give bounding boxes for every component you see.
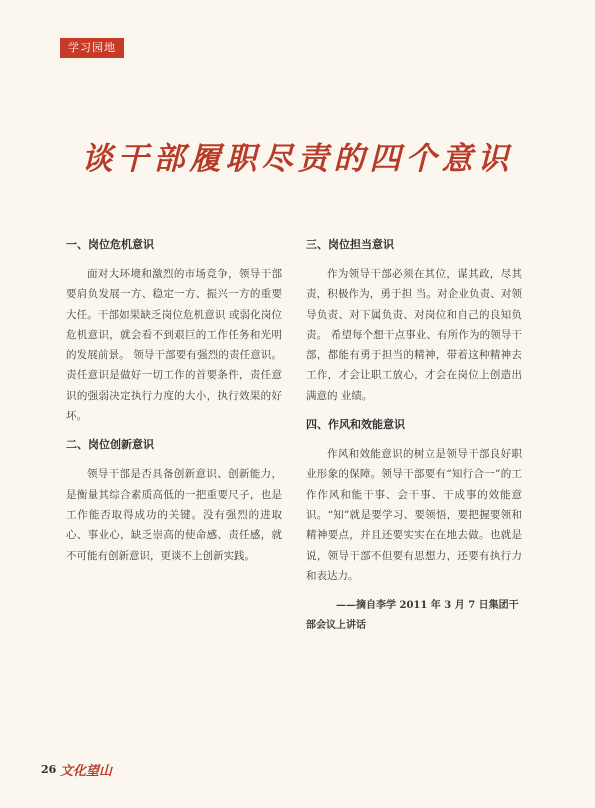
section-body: 作风和效能意识的树立是领导干部良好职业形象的保障。领导干部要有“知行合一”的工作作风和能干事、会干事、干成事的效能意识。“知”就是要学习、要领悟，要把握要领和精神要点，并且还要实实在在地去做。也就是说，领导干部不但要有思想力，还要有执行力和表达力。 xyxy=(306,448,522,582)
article-title: 谈干部履职尽责的四个意识 xyxy=(81,141,514,177)
section-heading: 四、作风和效能意识 xyxy=(306,418,405,432)
magazine-logo: 文化望山 xyxy=(60,764,113,779)
right-column xyxy=(306,236,522,636)
section-heading: 三、岗位担当意识 xyxy=(306,238,394,251)
page-number: 26 xyxy=(41,763,57,776)
section-body: 面对大环境和激烈的市场竞争，领导干部要肩负发展一方、稳定一方、振兴一方的重要大任。干部如果缺乏岗位危机意识 或弱化岗位危机意识，就会看不到艰巨的工作任务和光明的发展前景。 领导干部要有强烈的责任意识。责任意识是做好一切工作的首要条件，责任意识的强弱决定执行力度的大小，执行效果的好坏。 xyxy=(66,268,282,423)
section-tag: 学习园地 xyxy=(60,38,124,58)
section-body: 作为领导干部必须在其位，谋其政，尽其责，积极作为，勇于担 当。对企业负责、对领导负责、对下属负责、对岗位和自己的良知负责。 希望每个想干点事业、有所作为的领导干部，都能有勇于担当的精神，带着这种精神去工作，才会让职工放心，才会在岗位上创造出满意的 业绩。 xyxy=(306,268,522,402)
section-heading: 一、岗位危机意识 xyxy=(66,238,154,251)
source-attribution: ——摘自李学 2011 年 3 月 7 日集团干部会议上讲话 xyxy=(306,600,519,632)
left-column xyxy=(66,236,282,576)
section-heading: 二、岗位创新意识 xyxy=(66,438,154,452)
section-body: 领导干部是否具备创新意识、创新能力，是衡量其综合素质高低的一把重要尺子，也是工作能否取得成功的关键。没有强烈的进取心、事业心，缺乏崇高的使命感、责任感，就不可能有创新意识，更谈不上创新实践。 xyxy=(66,468,282,562)
